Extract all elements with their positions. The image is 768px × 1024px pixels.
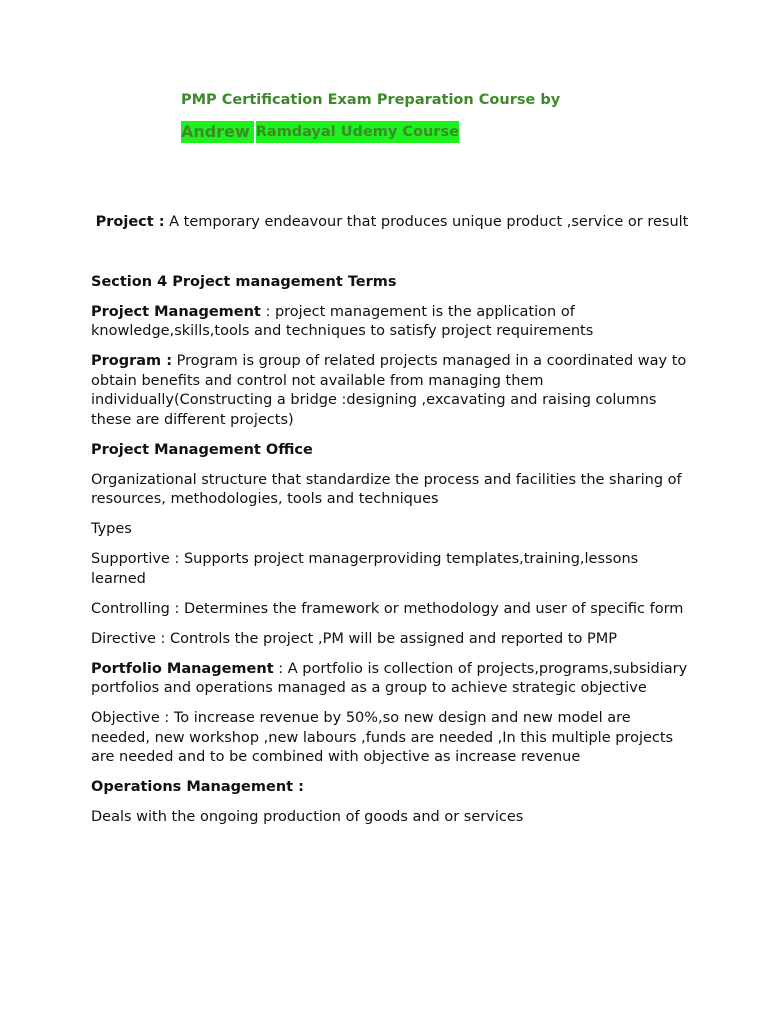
- course-title-line1: PMP Certification Exam Preparation Course by: [181, 92, 561, 108]
- definition-project: A temporary endeavour that produces unique product ,service or result: [164, 214, 689, 230]
- heading-operations-management: Operations Management :: [91, 779, 304, 795]
- pmo-type-controlling: Controlling : Determines the framework or methodology and user of specific form: [91, 600, 684, 617]
- pmo-type-directive: Directive : Controls the project ,PM will be assigned and reported to PMP: [91, 630, 617, 647]
- course-title-line2: [181, 121, 459, 143]
- highlighted-course-source: Ramdayal Udemy Course: [256, 121, 459, 143]
- paragraph-operations-definition: Deals with the ongoing production of goods and or services: [91, 809, 524, 825]
- pmo-type-supportive: Supportive : Supports project managerproviding templates,training,lessons learned: [91, 551, 639, 587]
- term-project-management: Project Management: [91, 303, 261, 320]
- term-project: Project :: [95, 214, 165, 230]
- paragraph-objective: Objective : To increase revenue by 50%,so new design and new model are needed, new workshop ,new labours ,funds are needed ,In this multiple projects are needed and to be combined with objective as increase revenue: [91, 710, 674, 765]
- paragraph-project-management: [91, 303, 691, 342]
- paragraph-project-definition: [91, 213, 691, 233]
- definition-program: Program is group of related projects managed in a coordinated way to obtain benefits and control not available from managing them individually(Constructing a bridge :designing ,excavating and raising columns these are different projects): [91, 353, 687, 428]
- paragraph-program: [91, 352, 691, 430]
- term-program: Program :: [91, 353, 173, 369]
- heading-pmo: Project Management Office: [91, 441, 313, 458]
- definition-portfolio-management: : A portfolio is collection of projects,programs,subsidiary portfolios and operations managed as a group to achieve strategic objective: [91, 660, 688, 696]
- section-heading: Section 4 Project management Terms: [91, 273, 397, 290]
- term-portfolio-management: Portfolio Management: [91, 660, 274, 677]
- highlighted-author-first-name: Andrew: [181, 121, 254, 143]
- label-types: Types: [91, 521, 132, 537]
- paragraph-pmo-definition: Organizational structure that standardize the process and facilities the sharing of resources, methodologies, tools and techniques: [91, 471, 682, 507]
- definition-project-management: : project management is the application of knowledge,skills,tools and techniques to satisfy project requirements: [91, 303, 594, 339]
- document-body: [91, 213, 691, 838]
- paragraph-portfolio-management: [91, 660, 691, 699]
